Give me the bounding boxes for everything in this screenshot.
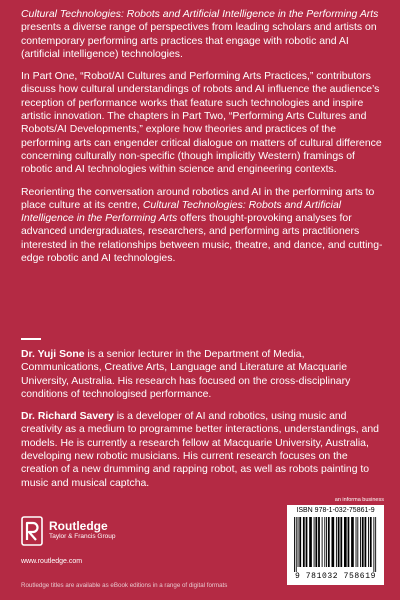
barcode-bar <box>356 517 357 567</box>
barcode-bar <box>348 517 350 567</box>
description-paragraph-2: In Part One, “Robot/AI Cultures and Performing Arts Practices,” contributors discuss how cultural understandings of robots and AI influence the audience’s reception of performance works that feature such technologies and inspire artistic innovation. The chapters in Part Two, “Performing Arts Cultures and Robots/AI Developments,” explore how theories and practices of the performing arts can engender critical dialogue on matters of cultural difference concerning culturally non-specific (though implicitly Western) framings of robotic and AI technologies within science and engineering contexts. <box>21 71 382 176</box>
description-paragraph-1: Cultural Technologies: Robots and Artificial Intelligence in the Performing Arts presents a diverse range of perspectives from leading scholars and artists on contemporary performing arts practices that engage with robotic and AI (artificial intelligence) technologies. <box>21 9 379 60</box>
barcode-bar <box>375 517 376 572</box>
barcode-bar <box>306 517 308 567</box>
barcode-bar <box>336 517 337 567</box>
ebook-note: Routledge titles are available as eBook editions in a range of digital formats <box>21 582 228 589</box>
publisher-website: www.routledge.com <box>21 558 83 565</box>
routledge-logo-icon <box>21 516 43 546</box>
author-name: Dr. Richard Savery <box>21 411 114 423</box>
barcode-bar <box>340 517 342 567</box>
book-title-italic: Cultural Technologies: Robots and Artificial Intelligence in the Performing Arts <box>21 199 342 225</box>
informa-label: an informa business <box>334 497 384 503</box>
barcode-icon <box>293 517 378 572</box>
barcode-box <box>287 505 384 585</box>
author-name: Dr. Yuji Sone <box>21 349 85 360</box>
barcode-bar <box>299 517 301 567</box>
book-title-italic: Cultural Technologies: Robots and Artificial Intelligence in the Performing Arts <box>21 9 379 20</box>
barcode-bar <box>362 517 364 567</box>
barcode-bar <box>324 517 325 567</box>
barcode-bar <box>357 517 358 567</box>
author-bios <box>21 348 383 499</box>
barcode-bar <box>298 517 299 567</box>
author-bio: Dr. Yuji Sone is a senior lecturer in the Department of Media, Communications, Creative Arts, Language and Literature at Macquarie University, Australia. His research has focused on the cross-disciplinary conditions of technologised performance. <box>21 349 351 400</box>
barcode-bar <box>328 517 330 567</box>
isbn-text: ISBN 978-1-032-75861-9 <box>296 507 375 514</box>
barcode-bar <box>296 517 297 572</box>
author-bio: Dr. Richard Savery is a developer of AI and robotics, using music and creativity as a medium to programme better interactions, understandings, and models. He is currently a research fellow at Macquarie University, Australia, developing new robotic musicians. His current research focuses on the creation of a new drumming and rapping robot, as well as robots painting to music and musical captcha. <box>21 411 379 489</box>
publisher-logo <box>21 516 171 556</box>
barcode-digits: 9 781032 758619 <box>294 572 376 581</box>
book-description <box>21 8 383 274</box>
description-paragraph-3: Reorienting the conversation around robotics and AI in the performing arts to place culture at its centre, Cultural Technologies: Robots and Artificial Intelligence in the Performing Arts offers thought-provoking analyses for advanced undergraduates, researchers, and performing arts practitioners interested in the relationships between music, theatre, and dance, and cutting-edge robotic and AI technologies. <box>21 186 383 265</box>
barcode-bar <box>351 517 354 567</box>
barcode-bar <box>294 517 295 572</box>
barcode-bar <box>368 517 369 567</box>
barcode-bar <box>315 517 317 567</box>
barcode-bar <box>365 517 367 567</box>
barcode-bar <box>314 517 315 567</box>
barcode-bar <box>338 517 340 567</box>
barcode-bar <box>344 517 347 567</box>
barcode-bar <box>303 517 305 567</box>
barcode-bar <box>326 517 327 567</box>
publisher-group: Taylor & Francis Group <box>49 533 116 540</box>
barcode-bar <box>322 517 323 567</box>
barcode-area <box>287 497 384 588</box>
barcode-bar <box>318 517 320 567</box>
publisher-name: Routledge <box>49 519 108 533</box>
barcode-bar <box>331 517 334 567</box>
barcode-bar <box>370 517 372 567</box>
barcode-bar <box>309 517 312 567</box>
section-divider <box>21 338 41 340</box>
barcode-bar <box>360 517 361 567</box>
barcode-bar <box>373 517 374 572</box>
